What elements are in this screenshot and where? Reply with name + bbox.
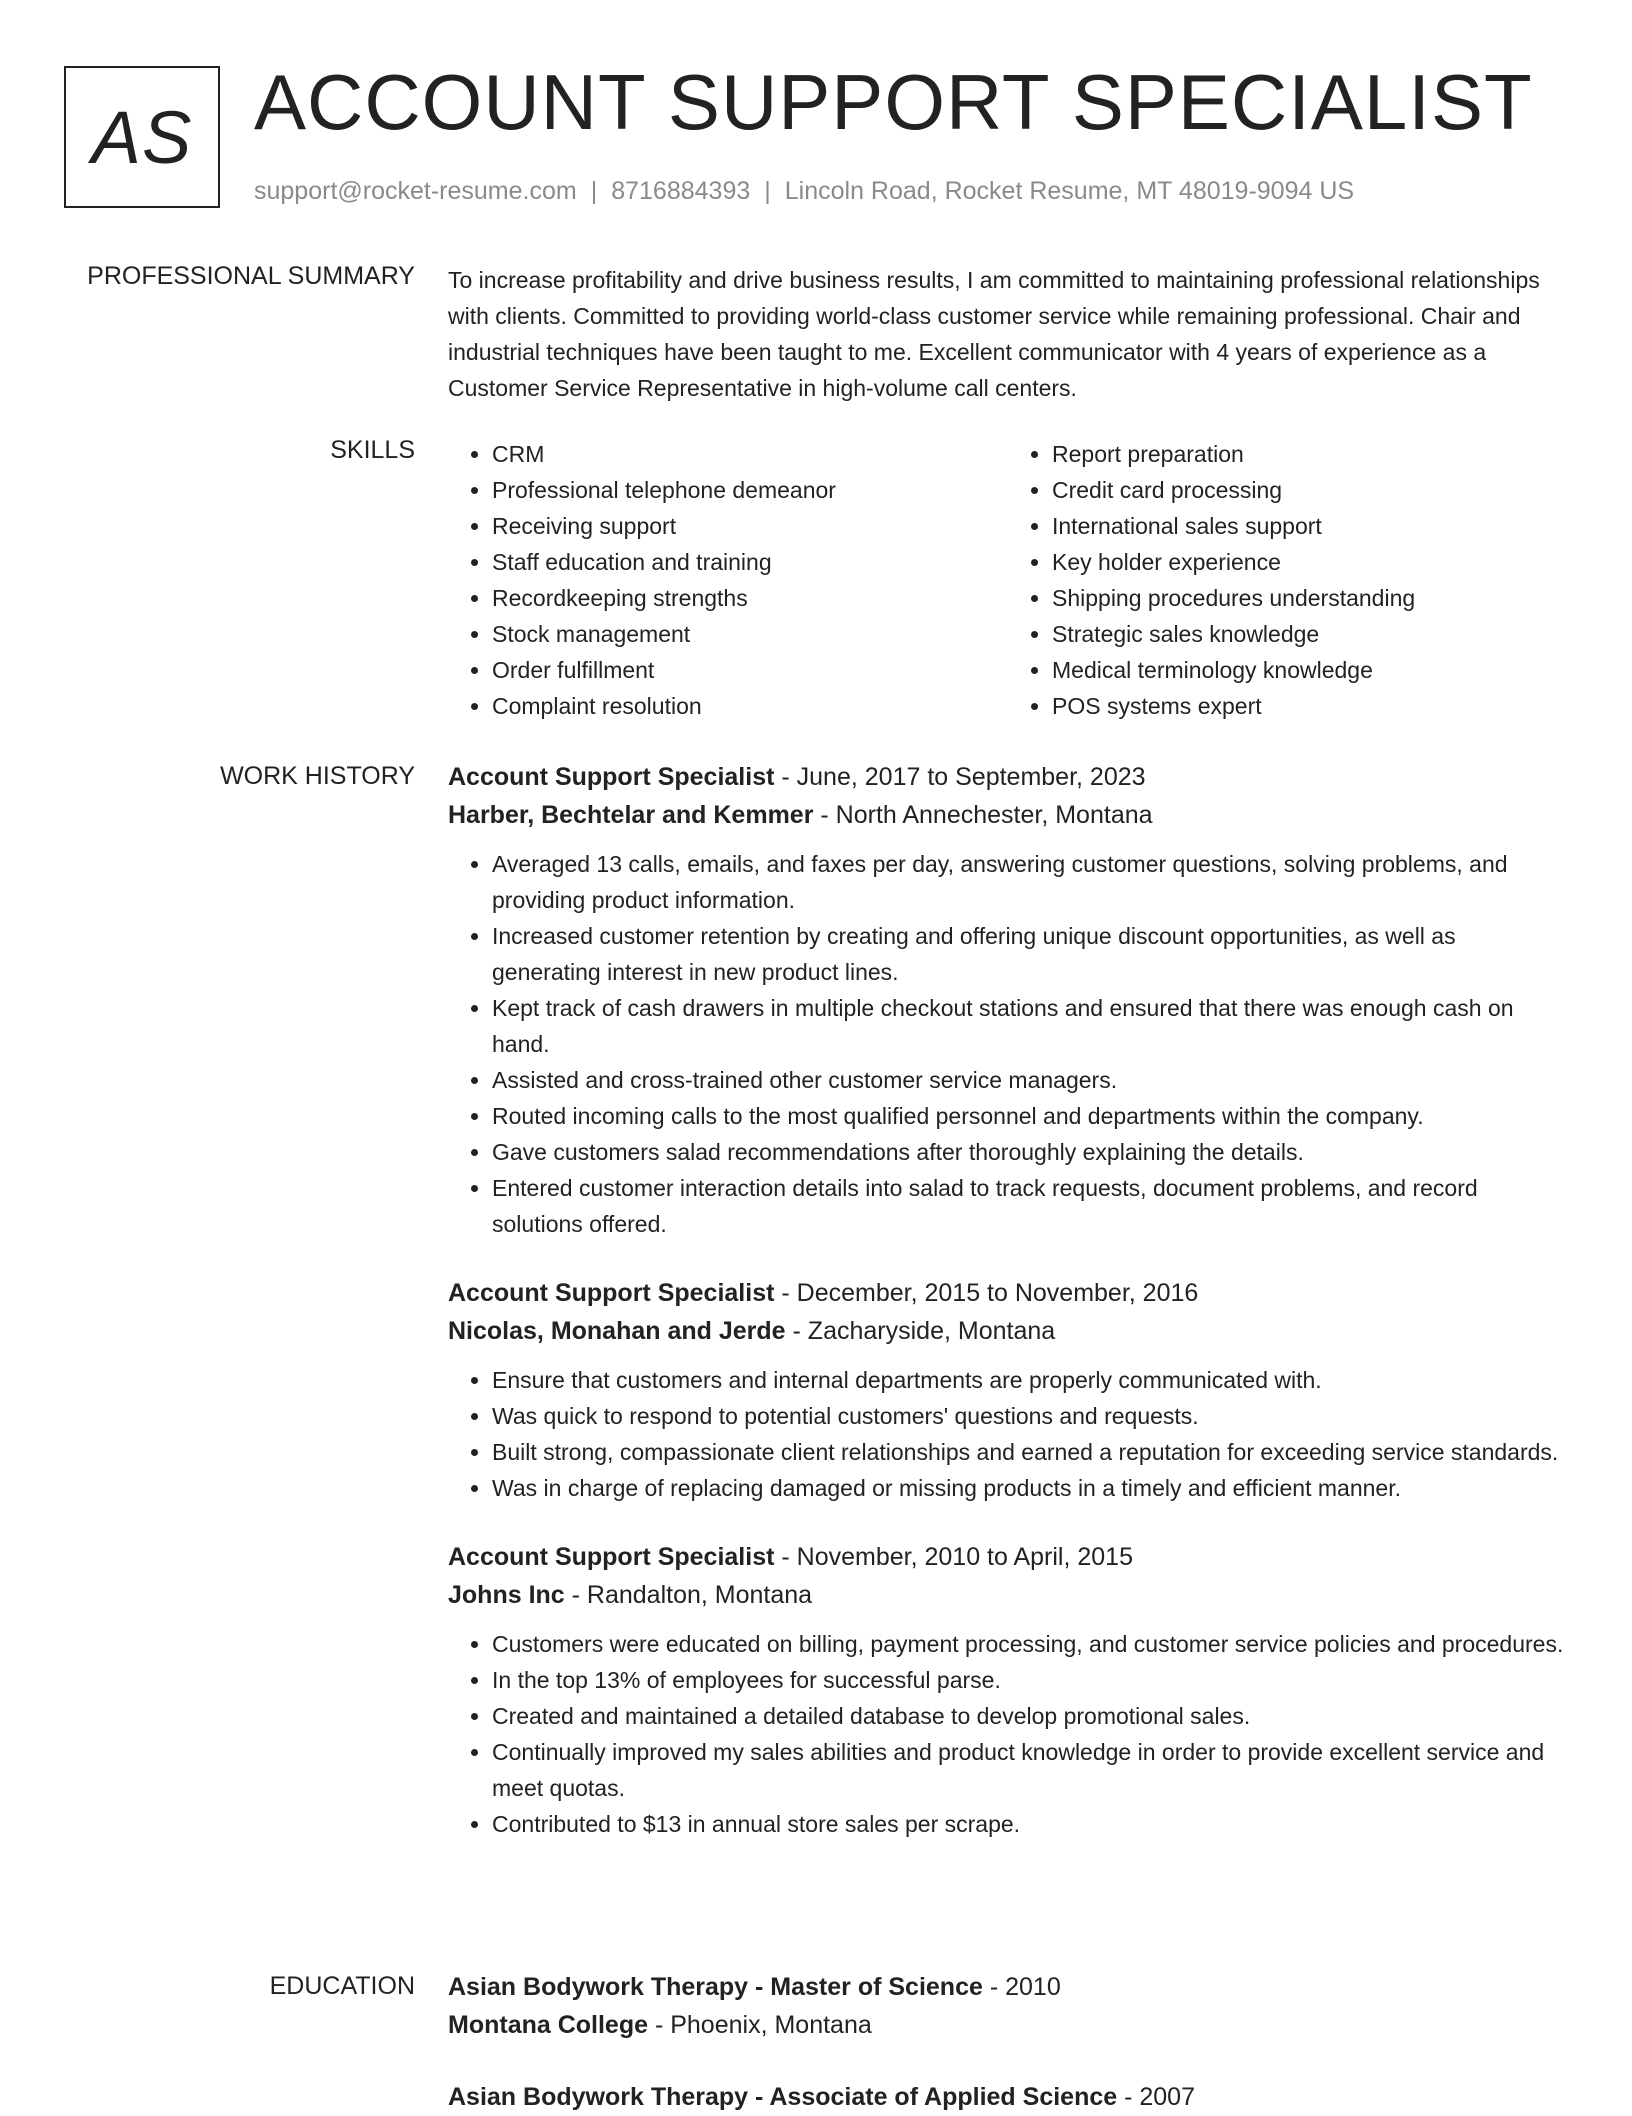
contact-separator: |: [590, 177, 598, 205]
education-degree: Asian Bodywork Therapy - Master of Science: [448, 1973, 983, 2001]
contact-separator: |: [764, 177, 771, 205]
skill-item: • CRM: [492, 436, 1008, 472]
skills-body: [448, 436, 1568, 724]
job-bullet: • In the top 13% of employees for successful parse.: [492, 1662, 1568, 1698]
skill-item: • Report preparation: [1052, 436, 1568, 472]
skill-item: • Credit card processing: [1052, 472, 1568, 508]
job-bullets: [448, 1362, 1568, 1506]
education-degree-line: [448, 1968, 1568, 2006]
skill-item: • Complaint resolution: [492, 688, 1008, 724]
education-location: - Phoenix, Montana: [648, 2011, 872, 2039]
job-company-line: [448, 1312, 1568, 1350]
job-bullets: [448, 1626, 1568, 1842]
contact-phone[interactable]: 8716884393: [611, 177, 751, 205]
section-heading: EDUCATION: [269, 1972, 415, 2000]
education-year: - 2010: [982, 1973, 1061, 2001]
education-body: [448, 1968, 1568, 2116]
job-title: Account Support Specialist: [448, 1543, 775, 1571]
job-bullets: [448, 846, 1568, 1242]
education-school-line: [448, 2006, 1568, 2044]
job-bullet: • Created and maintained a detailed database to develop promotional sales.: [492, 1698, 1568, 1734]
job-bullet: • Customers were educated on billing, payment processing, and customer service policies and procedures.: [492, 1626, 1568, 1662]
skill-item: • Shipping procedures understanding: [1052, 580, 1568, 616]
skill-item: • Staff education and training: [492, 544, 1008, 580]
skills-columns: [448, 436, 1568, 724]
job-bullet: • Assisted and cross-trained other customer service managers.: [492, 1062, 1568, 1098]
job-title: Account Support Specialist: [448, 1279, 775, 1307]
job-location: - North Annechester, Montana: [813, 801, 1153, 829]
skill-item: • Receiving support: [492, 508, 1008, 544]
section-heading: PROFESSIONAL SUMMARY: [87, 262, 415, 290]
job-bullet: • Was quick to respond to potential customers' questions and requests.: [492, 1398, 1568, 1434]
job-bullet: • Was in charge of replacing damaged or missing products in a timely and efficient manner.: [492, 1470, 1568, 1506]
education-school: Montana College: [448, 2011, 649, 2039]
job-company: Nicolas, Monahan and Jerde: [448, 1317, 786, 1345]
page-title: ACCOUNT SUPPORT SPECIALIST: [254, 58, 1533, 146]
job-bullet: • Entered customer interaction details into salad to track requests, document problems, and record solutions offered.: [492, 1170, 1568, 1242]
education-degree: Asian Bodywork Therapy - Associate of Applied Science: [448, 2083, 1118, 2111]
skill-item: • Professional telephone demeanor: [492, 472, 1008, 508]
job-entry: [448, 1538, 1568, 1842]
job-dates: - December, 2015 to November, 2016: [774, 1279, 1199, 1307]
skill-item: • Medical terminology knowledge: [1052, 652, 1568, 688]
job-title-line: [448, 1538, 1568, 1576]
contact-email[interactable]: support@rocket-resume.com: [254, 177, 577, 205]
job-bullet: • Averaged 13 calls, emails, and faxes per day, answering customer questions, solving problems, and providing product information.: [492, 846, 1568, 918]
job-company-line: [448, 796, 1568, 834]
skills-list-right: [1008, 436, 1568, 724]
contact-line: [254, 176, 1354, 206]
section-heading: WORK HISTORY: [220, 762, 415, 790]
job-company: Harber, Bechtelar and Kemmer: [448, 801, 814, 829]
education-year: - 2007: [1117, 2083, 1195, 2111]
skill-item: • Recordkeeping strengths: [492, 580, 1008, 616]
skill-item: • Order fulfillment: [492, 652, 1008, 688]
job-bullet: • Continually improved my sales abilities and product knowledge in order to provide excellent service and meet quotas.: [492, 1734, 1568, 1806]
section-heading: SKILLS: [330, 436, 415, 464]
job-bullet: • Increased customer retention by creating and offering unique discount opportunities, as well as generating interest in new product lines.: [492, 918, 1568, 990]
job-location: - Zacharyside, Montana: [785, 1317, 1056, 1345]
skills-list-left: [448, 436, 1008, 724]
job-dates: - November, 2010 to April, 2015: [774, 1543, 1133, 1571]
summary-body: [448, 262, 1568, 406]
skill-item: • International sales support: [1052, 508, 1568, 544]
job-entry: [448, 758, 1568, 1242]
job-title-line: [448, 758, 1568, 796]
job-bullet: • Gave customers salad recommendations after thoroughly explaining the details.: [492, 1134, 1568, 1170]
job-bullet: • Ensure that customers and internal departments are properly communicated with.: [492, 1362, 1568, 1398]
job-company: Johns Inc: [448, 1581, 565, 1609]
job-bullet: • Routed incoming calls to the most qualified personnel and departments within the company.: [492, 1098, 1568, 1134]
contact-address: Lincoln Road, Rocket Resume, MT 48019-9094 US: [784, 177, 1355, 205]
job-bullet: • Built strong, compassionate client relationships and earned a reputation for exceeding service standards.: [492, 1434, 1568, 1470]
job-location: - Randalton, Montana: [564, 1581, 813, 1609]
summary-text: To increase profitability and drive business results, I am committed to maintaining professional relationships with clients. Committed to providing world-class customer service while remaining professional. Chair and industrial techniques have been taught to me. Excellent communicator with 4 years of experience as a Customer Service Representative in high-volume call centers.: [448, 267, 1540, 401]
education-degree-line: [448, 2078, 1568, 2116]
job-entry: [448, 1274, 1568, 1506]
job-dates: - June, 2017 to September, 2023: [774, 763, 1146, 791]
job-bullet: • Kept track of cash drawers in multiple checkout stations and ensured that there was enough cash on hand.: [492, 990, 1568, 1062]
skill-item: • POS systems expert: [1052, 688, 1568, 724]
job-bullet: • Contributed to $13 in annual store sales per scrape.: [492, 1806, 1568, 1842]
job-title-line: [448, 1274, 1568, 1312]
monogram-logo: AS: [64, 66, 220, 208]
work-history-body: [448, 758, 1568, 1842]
job-title: Account Support Specialist: [448, 763, 775, 791]
skill-item: • Stock management: [492, 616, 1008, 652]
skill-item: • Key holder experience: [1052, 544, 1568, 580]
job-company-line: [448, 1576, 1568, 1614]
skill-item: • Strategic sales knowledge: [1052, 616, 1568, 652]
